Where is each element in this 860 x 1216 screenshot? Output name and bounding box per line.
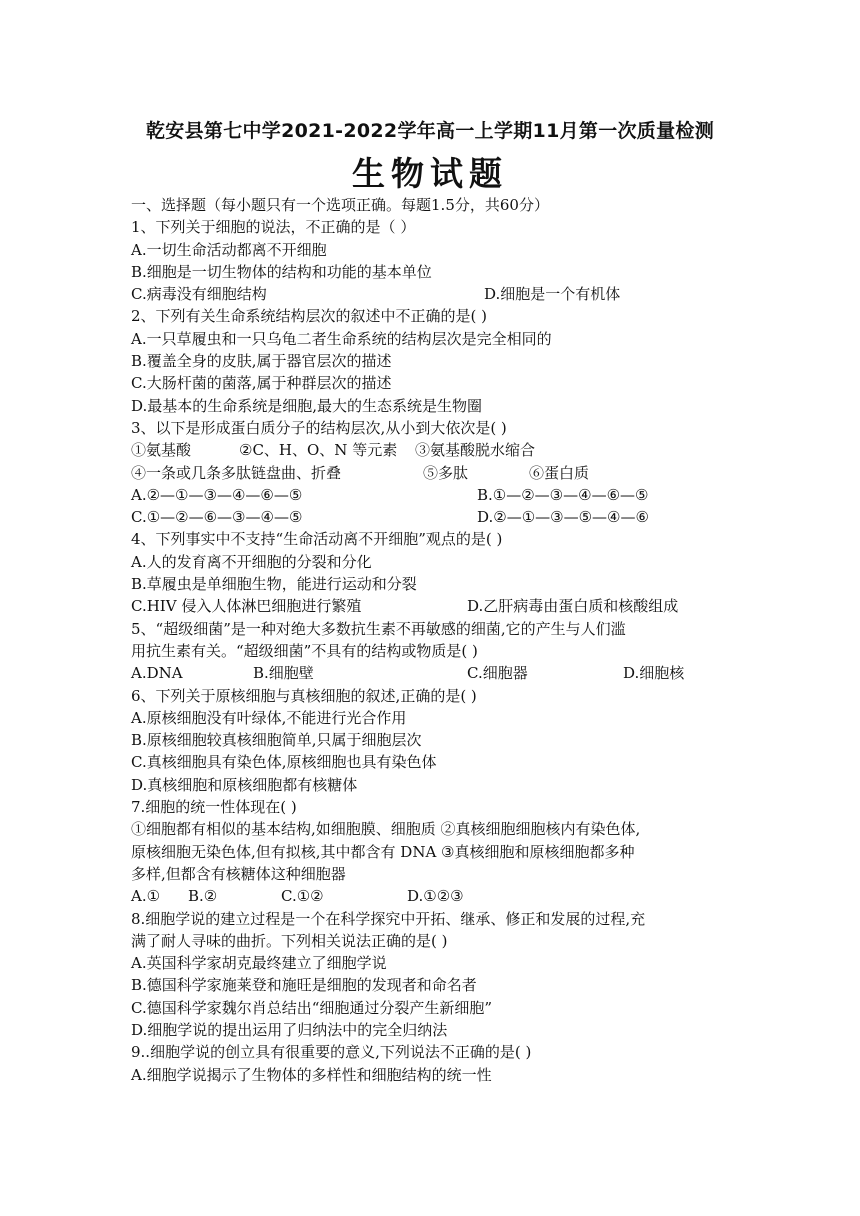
question-4-option-d: D.乙肝病毒由蛋白质和核酸组成 <box>467 597 679 616</box>
question-3-option-a: A.②—①—③—④—⑥—⑤ <box>131 485 303 504</box>
question-7-body-line1: ①细胞都有相似的基本结构,如细胞膜、细胞质 ②真核细胞细胞核内有染色体, <box>131 820 641 839</box>
question-2-option-b: B.覆盖全身的皮肤,属于器官层次的描述 <box>131 352 392 371</box>
question-1-options-cd <box>131 283 731 305</box>
question-3-options-ab <box>131 484 731 506</box>
question-3-item-1: ①氨基酸 <box>131 441 192 460</box>
question-8-option-b: B.德国科学家施莱登和施旺是细胞的发现者和命名者 <box>131 976 477 995</box>
question-list <box>131 194 731 1086</box>
question-4-options-cd <box>131 595 731 617</box>
question-6-option-b: B.原核细胞较真核细胞简单,只属于细胞层次 <box>131 731 422 750</box>
question-6-option-a: A.原核细胞没有叶绿体,不能进行光合作用 <box>131 708 407 727</box>
question-5-stem-line2: 用抗生素有关。“超级细菌”不具有的结构或物质是( ) <box>131 641 478 660</box>
question-9-option-a: A.细胞学说揭示了生物体的多样性和细胞结构的统一性 <box>131 1065 492 1084</box>
question-5-stem-line1: 5、“超级细菌”是一种对绝大多数抗生素不再敏感的细菌,它的产生与人们滥 <box>131 619 626 638</box>
question-3-option-b: B.①—②—③—④—⑥—⑤ <box>477 485 649 504</box>
question-7-options <box>131 885 731 907</box>
question-8-stem-line2: 满了耐人寻味的曲折。下列相关说法正确的是( ) <box>131 931 448 950</box>
exam-title: 生物试题 <box>352 154 508 193</box>
question-3-option-d: D.②—①—③—⑤—④—⑥ <box>477 508 649 527</box>
question-7-option-c: C.①② <box>281 887 324 906</box>
question-5-options <box>131 662 731 684</box>
question-1-stem: 1、下列关于细胞的说法，不正确的是（ ） <box>131 218 416 237</box>
question-3-items-row2 <box>131 462 731 484</box>
question-7-option-a: A.① <box>131 887 161 906</box>
question-1-option-a: A.一切生命活动都离不开细胞 <box>131 240 327 259</box>
section-heading: 一、选择题（每小题只有一个选项正确。每题1.5分，共60分） <box>131 196 549 214</box>
question-6-stem: 6、下列关于原核细胞与真核细胞的叙述,正确的是( ) <box>131 686 477 705</box>
question-8-option-a: A.英国科学家胡克最终建立了细胞学说 <box>131 954 387 973</box>
question-4-stem: 4、下列事实中不支持“生命活动离不开细胞”观点的是( ) <box>131 530 503 549</box>
question-2-option-c: C.大肠杆菌的菌落,属于种群层次的描述 <box>131 374 392 393</box>
question-3-items-row1 <box>131 439 731 461</box>
question-3-item-3: ③氨基酸脱水缩合 <box>415 441 536 460</box>
question-5-option-c: C.细胞器 <box>467 664 528 683</box>
question-8-stem-line1: 8.细胞学说的建立过程是一个在科学探究中开拓、继承、修正和发展的过程,充 <box>131 909 646 928</box>
question-7-option-d: D.①②③ <box>407 887 464 906</box>
question-4-option-b: B.草履虫是单细胞生物，能进行运动和分裂 <box>131 575 417 594</box>
question-8-option-c: C.德国科学家魏尔肖总结出“细胞通过分裂产生新细胞” <box>131 998 493 1017</box>
question-1-option-c: C.病毒没有细胞结构 <box>131 285 267 304</box>
question-3-item-2: ②C、H、O、N 等元素 <box>239 441 398 460</box>
exam-subtitle: 乾安县第七中学2021-2022学年高一上学期11月第一次质量检测 <box>146 120 714 142</box>
question-2-option-d: D.最基本的生命系统是细胞,最大的生态系统是生物圈 <box>131 396 483 415</box>
question-6-option-c: C.真核细胞具有染色体,原核细胞也具有染色体 <box>131 753 437 772</box>
question-5-option-b: B.细胞壁 <box>253 664 314 683</box>
question-4-option-a: A.人的发育离不开细胞的分裂和分化 <box>131 552 372 571</box>
question-3-item-4: ④一条或几条多肽链盘曲、折叠 <box>131 463 342 482</box>
question-2-option-a: A.一只草履虫和一只乌龟二者生命系统的结构层次是完全相同的 <box>131 329 552 348</box>
question-3-options-cd <box>131 506 731 528</box>
question-8-option-d: D.细胞学说的提出运用了归纳法中的完全归纳法 <box>131 1020 448 1039</box>
question-7-option-b: B.② <box>188 887 218 906</box>
question-7-stem: 7.细胞的统一性体现在( ) <box>131 798 297 817</box>
question-5-option-a: A.DNA <box>131 664 183 683</box>
question-1-option-d: D.细胞是一个有机体 <box>484 285 621 304</box>
question-4-option-c: C.HIV 侵入人体淋巴细胞进行繁殖 <box>131 597 362 616</box>
question-3-item-5: ⑤多肽 <box>423 463 469 482</box>
question-7-body-line3: 多样,但都含有核糖体这种细胞器 <box>131 864 346 883</box>
question-5-option-d: D.细胞核 <box>623 664 685 683</box>
question-9-stem: 9..细胞学说的创立具有很重要的意义,下列说法不正确的是( ) <box>131 1043 532 1062</box>
question-3-option-c: C.①—②—⑥—③—④—⑤ <box>131 508 303 527</box>
question-3-item-6: ⑥蛋白质 <box>529 463 590 482</box>
question-6-option-d: D.真核细胞和原核细胞都有核糖体 <box>131 775 358 794</box>
question-7-body-line2: 原核细胞无染色体,但有拟核,其中都含有 DNA ③真核细胞和原核细胞都多种 <box>131 842 635 861</box>
question-3-stem: 3、以下是形成蛋白质分子的结构层次,从小到大依次是( ) <box>131 418 507 437</box>
question-1-option-b: B.细胞是一切生物体的结构和功能的基本单位 <box>131 262 432 281</box>
question-2-stem: 2、下列有关生命系统结构层次的叙述中不正确的是( ) <box>131 307 488 326</box>
